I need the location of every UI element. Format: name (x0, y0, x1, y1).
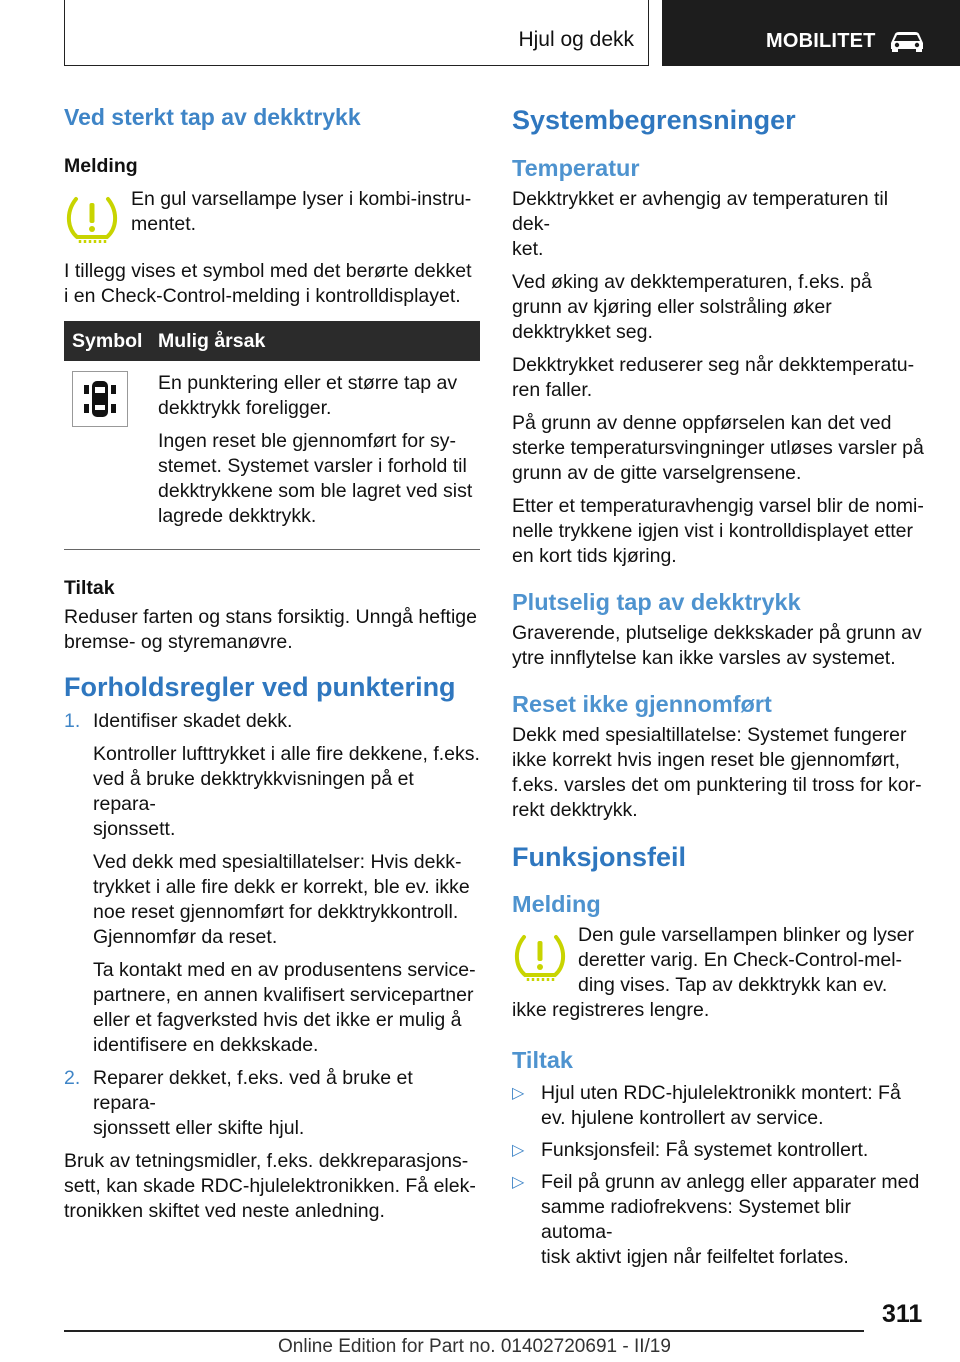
heading-precautions: Forholdsregler ved punktering (64, 672, 456, 702)
bullet-text: Funksjonsfeil: Få systemet kontrollert. (541, 1139, 869, 1161)
warning-message-text: En gul varsellampe lyser i kombi-instru- mentet. (131, 188, 472, 235)
heading-temperature: Temperatur (512, 155, 640, 181)
cause-cell (158, 361, 480, 550)
triangle-bullet-icon: ▷ (512, 1085, 525, 1102)
left-column (64, 100, 480, 1232)
bullet-text: Feil på grunn av anlegg eller apparater med samme radiofrekvens: Systemet blir automa- tisk aktivt igjen når feilfeltet forlates. (541, 1171, 920, 1268)
malfunction-message-text: Den gule varsellampen blinker og lyser deretter varig. En Check-Control-mel- ding vises. Tap av dekktrykk kan ev. ikke registreres lengre. (512, 924, 915, 1021)
list-item (512, 1170, 926, 1270)
heading-reset-not-done: Reset ikke gjennomført (512, 691, 772, 717)
tiltak-paragraph: Reduser farten og stans forsiktig. Unngå heftige bremse- og styremanøvre. (64, 606, 477, 653)
symbol-cell (64, 361, 158, 550)
heading-tiltak: Tiltak (512, 1047, 573, 1073)
triangle-bullet-icon: ▷ (512, 1142, 525, 1159)
step-text: Reparer dekket, f.eks. ved å bruke et repara- sjonssett eller skifte hjul. (93, 1067, 413, 1139)
right-column (512, 100, 926, 1277)
tire-pressure-warning-icon (64, 193, 120, 245)
paragraph: På grunn av denne oppførselen kan det ved sterke temperatursvingninger utløses varsler på grunn av de gitte varselgrensene. (512, 412, 924, 484)
paragraph: Dekktrykket reduserer seg når dekktemperatu- ren faller. (512, 354, 915, 401)
list-item (64, 1066, 480, 1141)
paragraph: Ved øking av dekktemperaturen, f.eks. på grunn av kjøring eller solstråling øker dekktrykket seg. (512, 271, 872, 343)
heading-malfunction: Funksjonsfeil (512, 842, 687, 872)
step-text: Ta kontakt med en av produsentens service- partnere, en annen kvalifisert servicepartner eller et fagverksted hvis det ikke er mulig å identifisere en dekkskade. (93, 959, 476, 1056)
edition-footer: Online Edition for Part no. 01402720691 - II/19 (278, 1336, 671, 1357)
table-header-row (64, 321, 480, 361)
paragraph: Dekk med spesialtillatelse: Systemet fungerer ikke korrekt hvis ingen reset ble gjennomført, f.eks. varsles det om punktering til tross for kor- rekt dekktrykk. (512, 724, 922, 821)
triangle-bullet-icon: ▷ (512, 1174, 525, 1191)
table-row (64, 361, 480, 550)
paragraph: Graverende, plutselige dekkskader på grunn av ytre innflytelse kan ikke varsles av systemet. (512, 622, 922, 669)
paragraph: Etter et temperaturavhengig varsel blir de nomi- nelle trykkene igjen vist i kontrolldisplayet etter en kort tids kjøring. (512, 495, 924, 567)
column-header-cause: Mulig årsak (158, 321, 480, 361)
paragraph: Dekktrykket er avhengig av temperaturen til dek- ket. (512, 188, 889, 260)
intro-paragraph: I tillegg vises et symbol med det berørte dekket i en Check-Control-melding i kontrolldisplayet. (64, 260, 472, 307)
tire-pressure-warning-icon (512, 931, 568, 983)
flat-tire-car-icon (72, 371, 128, 427)
page-number: 311 (882, 1300, 923, 1328)
list-item (512, 1081, 926, 1131)
list-item (64, 709, 480, 1058)
symbol-cause-table (64, 321, 480, 550)
step-text: Ved dekk med spesialtillatelser: Hvis dekk- trykket i alle fire dekk er korrekt, ble ev. ikke noe reset gjennomført for dekktrykkontroll. Gjennomfør da reset. (93, 851, 470, 948)
bullet-text: Hjul uten RDC-hjulelektronikk montert: Få ev. hjulene kontrollert av service. (541, 1082, 901, 1129)
column-header-symbol: Symbol (64, 321, 158, 361)
car-icon (888, 29, 926, 53)
header-section-box (64, 0, 649, 66)
chapter-title: MOBILITET (766, 30, 876, 52)
cause-text-1: En punktering eller et større tap av dekktrykk foreligger. (158, 372, 458, 419)
step-number: 1. (64, 710, 81, 732)
step-text: Kontroller lufttrykket i alle fire dekkene, f.eks. ved å bruke dekktrykkvisningen på et repara- sjonssett. (93, 743, 480, 840)
subheading-melding: Melding (64, 155, 138, 177)
cause-text-2: Ingen reset ble gjennomført for sy- stemet. Systemet varsler i forhold til dekktrykkene som ble lagret ved sist lagrede dekktrykk. (158, 430, 473, 527)
list-item (512, 1138, 926, 1163)
heading-strong-pressure-loss: Ved sterkt tap av dekktrykk (64, 104, 361, 130)
closing-paragraph: Bruk av tetningsmidler, f.eks. dekkreparasjons- sett, kan skade RDC-hjulelektronikken. Få elek- tronikken skiftet ved neste anledning. (64, 1150, 476, 1222)
malfunction-message-block (512, 923, 926, 1023)
section-title: Hjul og dekk (518, 28, 634, 51)
subheading-tiltak: Tiltak (64, 577, 115, 599)
footer-divider (64, 1330, 864, 1332)
precaution-steps (64, 709, 480, 1141)
header-chapter-box (662, 0, 960, 66)
heading-sudden-loss: Plutselig tap av dekktrykk (512, 589, 801, 615)
tiltak-bullets (512, 1081, 926, 1270)
step-number: 2. (64, 1067, 81, 1089)
step-text: Identifiser skadet dekk. (93, 710, 293, 732)
heading-melding: Melding (512, 891, 601, 917)
heading-system-limits: Systembegrensninger (512, 105, 796, 135)
warning-message-block (64, 187, 480, 245)
